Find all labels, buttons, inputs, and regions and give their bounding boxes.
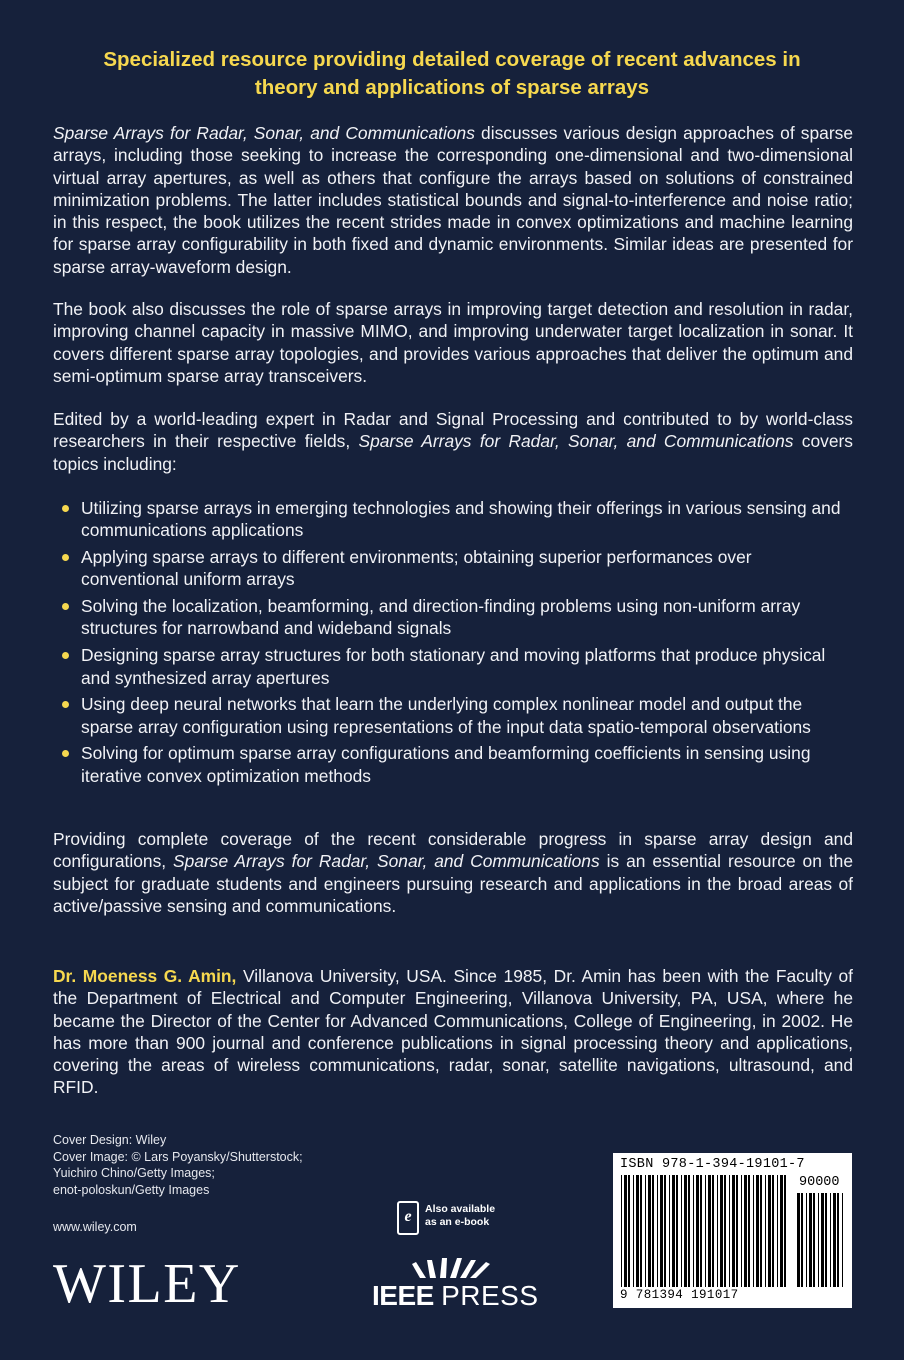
barcode-bar — [640, 1175, 642, 1287]
barcode-bar — [744, 1175, 747, 1287]
barcode-bar — [809, 1193, 812, 1287]
barcode-bar — [636, 1175, 639, 1287]
barcode-bar — [825, 1193, 827, 1287]
headline-line-1: Specialized resource providing detailed coverage of recent advances in — [103, 48, 801, 71]
bullet-icon — [62, 554, 69, 561]
description-paragraph-3 — [53, 408, 853, 475]
credit-line: Cover Image: © Lars Poyansky/Shutterstock; — [53, 1149, 303, 1164]
description-paragraph-2 — [53, 298, 853, 387]
barcode-bar — [684, 1175, 687, 1287]
barcode-bar — [729, 1175, 730, 1287]
topics-list — [62, 497, 852, 792]
headline-line-2: theory and applications of sparse arrays — [254, 76, 650, 99]
barcode-bar — [648, 1175, 651, 1287]
barcode-bar — [818, 1193, 819, 1287]
barcode-bar — [768, 1175, 771, 1287]
isbn-barcode — [613, 1153, 852, 1308]
barcode-bar — [806, 1193, 807, 1287]
list-item: Utilizing sparse arrays in emerging technologies and showing their offerings in various sensing and communications applications — [62, 497, 852, 542]
description-paragraph-1 — [53, 122, 853, 278]
barcode-bar — [732, 1175, 735, 1287]
list-item: Using deep neural networks that learn the underlying complex nonlinear model and output the sparse array configuration using representations of the input data spatio-temporal observations — [62, 693, 852, 738]
paragraph-4-after: is an essential resource on the subject for graduate students and engineers pursuing research and applications in the broad areas of active/passive sensing and communications. — [53, 851, 853, 916]
barcode-bar — [645, 1175, 646, 1287]
book-title: Sparse Arrays for Radar, Sonar, and Communications — [358, 431, 794, 452]
ieee-rays-icon — [412, 1258, 492, 1278]
author-bio-text: Villanova University, USA. Since 1985, Dr. Amin has been with the Faculty of the Department of Electrical and Computer Engineering, Villanova University, PA, USA, where he became the Director of the Center for Advanced Communications, College of Engineering, in 2002. He has more than 900 journal and conference publications in signal processing theory and applications, covering the areas of wireless communications, radar, sonar, satellite navigations, ultrasound, and RFID. — [53, 966, 853, 1098]
paragraph-4-before: Providing complete coverage of the recent considerable progress in sparse array design and configurations, — [53, 829, 853, 872]
barcode-bar — [797, 1193, 800, 1287]
wiley-logo: WILEY — [53, 1253, 241, 1315]
barcode-bar — [717, 1175, 718, 1287]
barcode-bar — [660, 1175, 663, 1287]
barcode-bar — [760, 1175, 762, 1287]
bullet-icon — [62, 603, 69, 610]
bullet-icon — [62, 750, 69, 757]
barcode-bar — [753, 1175, 754, 1287]
barcode-bar — [700, 1175, 702, 1287]
barcode-bar — [830, 1193, 831, 1287]
barcode-bars — [621, 1175, 791, 1287]
barcode-bar — [624, 1175, 627, 1287]
barcode-bar — [741, 1175, 742, 1287]
barcode-bar — [772, 1175, 774, 1287]
headline — [40, 46, 864, 102]
book-title: Sparse Arrays for Radar, Sonar, and Communications — [173, 851, 600, 872]
ebook-icon: e — [397, 1201, 419, 1235]
barcode-bar — [693, 1175, 694, 1287]
barcode-bar — [708, 1175, 711, 1287]
paragraph-3-before: Edited by a world-leading expert in Radar and Signal Processing and contributed to by world-class researchers in their respective fields, — [53, 409, 853, 452]
cover-credits — [53, 1132, 303, 1198]
barcode-bar — [628, 1175, 630, 1287]
barcode-bar — [720, 1175, 723, 1287]
barcode-bar — [801, 1193, 803, 1287]
barcode-bar — [748, 1175, 750, 1287]
ebook-notice — [397, 1201, 537, 1239]
barcode-bar — [705, 1175, 706, 1287]
barcode-bar — [688, 1175, 690, 1287]
paragraph-1-text: discusses various design approaches of sparse arrays, including those seeking to increase the corresponding one-dimensional and two-dimensional virtual array apertures, as well as others that configure the arrays based on solutions of constrained minimization problems. The latter includes statistical bounds and signal-to-interference and noise ratio; in this respect, the book utilizes the recent strides made in convex optimizations and machine learning for sparse array configurability in both fixed and dynamic environments. Similar ideas are presented for sparse array-waveform design. — [53, 123, 853, 277]
barcode-bar — [780, 1175, 783, 1287]
barcode-bar — [784, 1175, 786, 1287]
author-name: Dr. Moeness G. Amin, — [53, 966, 237, 986]
barcode-addon-bars — [797, 1193, 847, 1287]
barcode-bar — [777, 1175, 778, 1287]
list-item: Solving for optimum sparse array configurations and beamforming coefficients in sensing using iterative convex optimization methods — [62, 742, 852, 787]
barcode-bar — [664, 1175, 666, 1287]
barcode-bar — [669, 1175, 670, 1287]
barcode-bar — [837, 1193, 839, 1287]
barcode-bar — [657, 1175, 658, 1287]
isbn-number: ISBN 978-1-394-19101-7 — [620, 1157, 805, 1172]
credit-line: enot-poloskun/Getty Images — [53, 1182, 210, 1197]
list-item: Solving the localization, beamforming, and direction-finding problems using non-uniform array structures for narrowband and wideband signals — [62, 595, 852, 640]
author-bio — [53, 965, 853, 1099]
barcode-bar — [813, 1193, 815, 1287]
bullet-icon — [62, 652, 69, 659]
barcode-bar — [842, 1193, 843, 1287]
book-title: Sparse Arrays for Radar, Sonar, and Communications — [53, 123, 475, 143]
ieee-press-logo — [372, 1258, 539, 1318]
barcode-bar — [736, 1175, 738, 1287]
barcode-bar — [765, 1175, 766, 1287]
ebook-text: Also available as an e-book — [425, 1203, 496, 1228]
paragraph-2-text: The book also discusses the role of sparse arrays in improving target detection and resolution in radar, improving channel capacity in massive MIMO, and improving underwater target localization in sonar. It covers different sparse array topologies, and provides various approaches that deliver the optimum and semi-optimum sparse array transceivers. — [53, 299, 853, 386]
barcode-bar — [756, 1175, 759, 1287]
barcode-digits: 9 781394 191017 — [620, 1288, 739, 1302]
barcode-bar — [712, 1175, 714, 1287]
barcode-bar — [724, 1175, 726, 1287]
list-item: Designing sparse array structures for both stationary and moving platforms that produce physical and synthesized array apertures — [62, 644, 852, 689]
bullet-icon — [62, 701, 69, 708]
barcode-bar — [621, 1175, 622, 1287]
bullet-icon — [62, 505, 69, 512]
barcode-bar — [821, 1193, 824, 1287]
ieee-press-text: IEEE PRESS — [372, 1280, 539, 1311]
website-link[interactable]: www.wiley.com — [53, 1220, 137, 1234]
barcode-bar — [672, 1175, 675, 1287]
barcode-bar — [676, 1175, 678, 1287]
credit-line: Cover Design: Wiley — [53, 1133, 167, 1147]
description-paragraph-4 — [53, 828, 853, 917]
price-code: 90000 — [799, 1175, 840, 1190]
credit-line: Yuichiro Chino/Getty Images; — [53, 1166, 215, 1181]
barcode-bar — [696, 1175, 699, 1287]
barcode-bar — [681, 1175, 682, 1287]
barcode-bar — [652, 1175, 654, 1287]
list-item: Applying sparse arrays to different environments; obtaining superior performances over conventional uniform arrays — [62, 546, 852, 591]
barcode-bar — [633, 1175, 634, 1287]
paragraph-3-after: covers topics including: — [53, 431, 853, 474]
barcode-bar — [833, 1193, 836, 1287]
